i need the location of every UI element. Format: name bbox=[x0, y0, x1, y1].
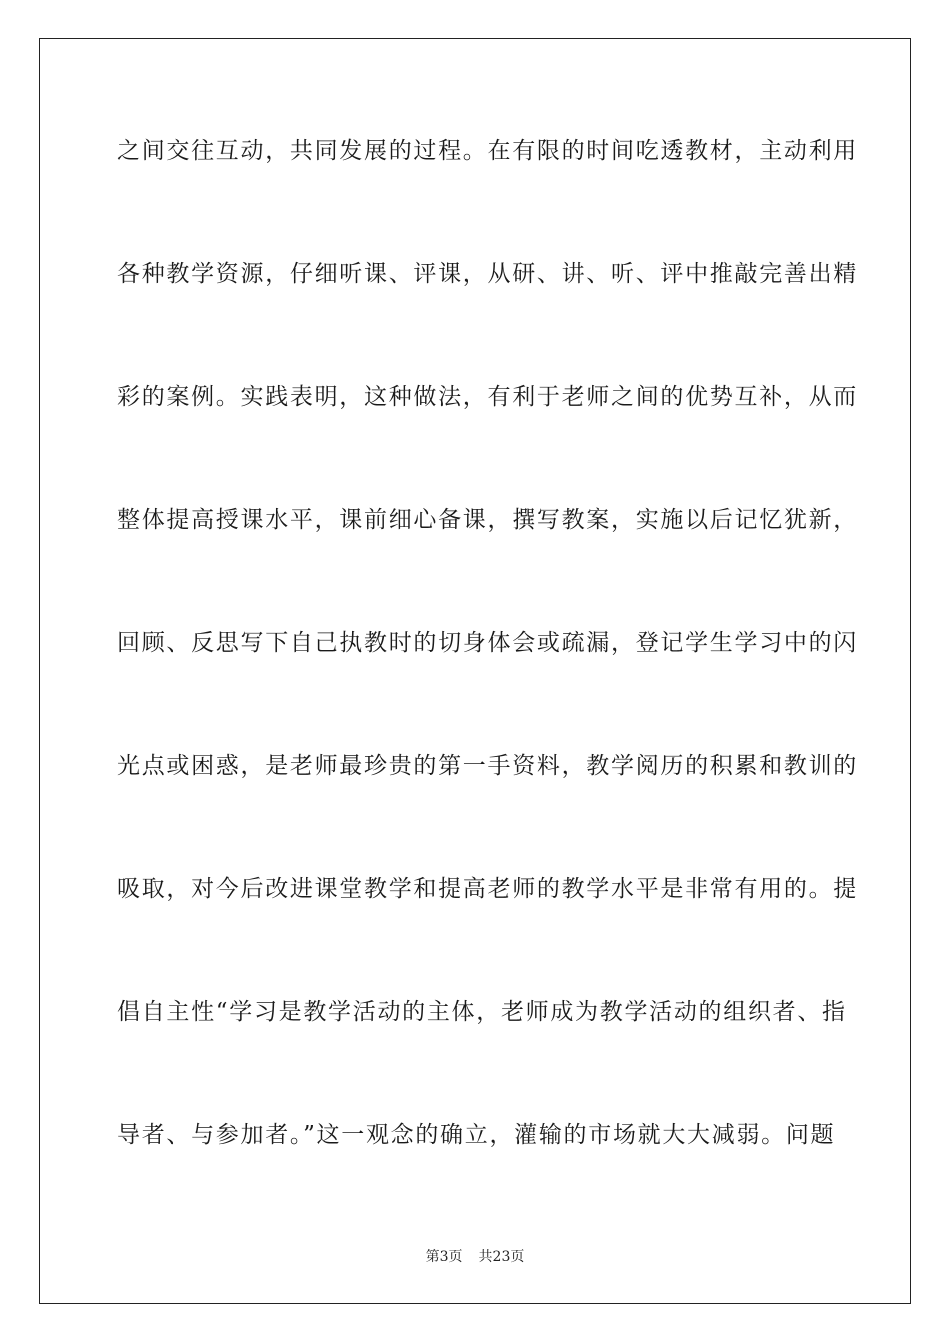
text-line: 光点或困惑，是老师最珍贵的第一手资料，教学阅历的积累和教训的 bbox=[117, 753, 858, 779]
text-line: 倡自主性“学习是教学活动的主体，老师成为教学活动的组织者、指 bbox=[117, 999, 847, 1025]
document-body bbox=[117, 128, 858, 1235]
page-footer bbox=[0, 1246, 950, 1266]
page-total: 共23页 bbox=[478, 1249, 525, 1265]
text-line: 吸取，对今后改进课堂教学和提高老师的教学水平是非常有用的。提 bbox=[117, 876, 858, 902]
text-line: 之间交往互动，共同发展的过程。在有限的时间吃透教材，主动利用 bbox=[117, 138, 858, 164]
text-line: 整体提高授课水平，课前细心备课，撰写教案，实施以后记忆犹新， bbox=[117, 507, 858, 533]
text-line: 导者、与参加者。”这一观念的确立，灌输的市场就大大减弱。问题 bbox=[117, 1122, 836, 1148]
text-line: 回顾、反思写下自己执教时的切身体会或疏漏，登记学生学习中的闪 bbox=[117, 630, 858, 656]
page-number: 第3页 bbox=[425, 1249, 463, 1265]
text-line: 各种教学资源，仔细听课、评课，从研、讲、听、评中推敲完善出精 bbox=[117, 261, 858, 287]
text-line: 彩的案例。实践表明，这种做法，有利于老师之间的优势互补，从而 bbox=[117, 384, 858, 410]
